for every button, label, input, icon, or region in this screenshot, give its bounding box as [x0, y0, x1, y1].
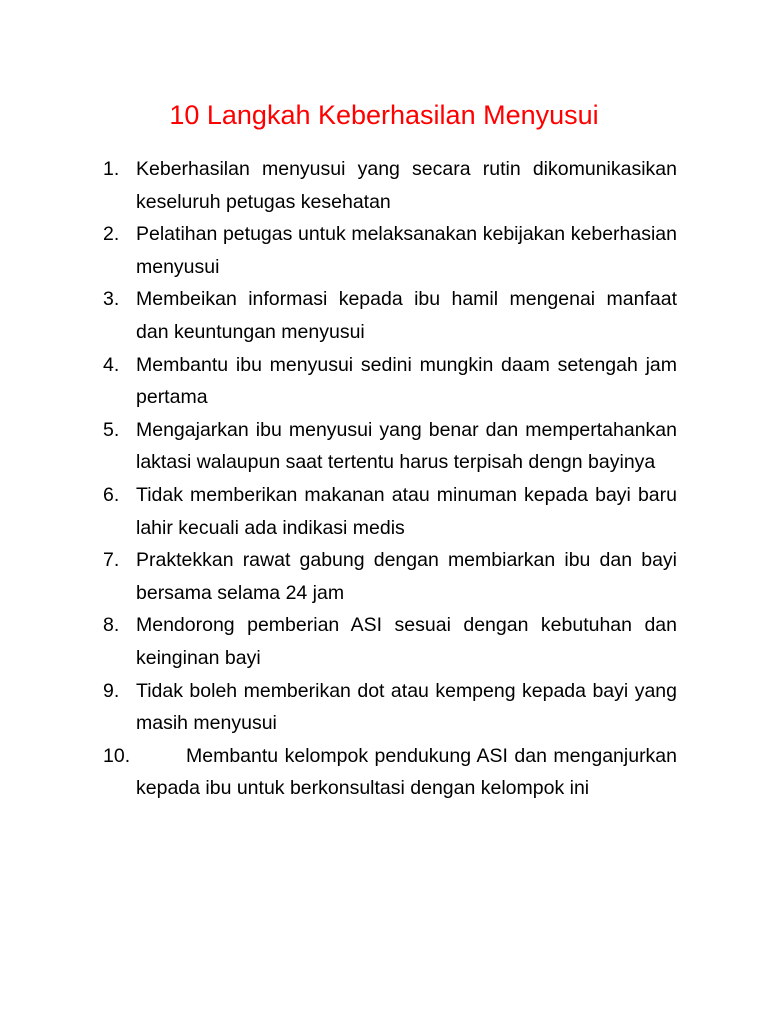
item-text: Tidak boleh memberikan dot atau kempeng kepada bayi yang masih menyusui	[136, 679, 677, 735]
page-title: 10 Langkah Keberhasilan Menyusui	[169, 100, 599, 130]
item-text: Praktekkan rawat gabung dengan membiarkan ibu dan bayi bersama selama 24 jam	[136, 549, 677, 604]
item-text: Keberhasilan menyusui yang secara rutin dikomunikasikan keseluruh petugas kesehatan	[136, 158, 677, 213]
list-item	[103, 609, 677, 674]
item-text: Pelatihan petugas untuk melaksanakan kebijakan keberhasian menyusui	[136, 223, 677, 278]
item-text: Membeikan informasi kepada ibu hamil mengenai manfaat dan keuntungan menyusui	[136, 288, 677, 343]
list-item	[103, 349, 677, 414]
item-text: Membantu ibu menyusui sedini mungkin daam setengah jam pertama	[136, 353, 677, 409]
list-item	[103, 675, 677, 740]
list-item	[103, 414, 677, 479]
steps-list	[103, 153, 677, 805]
item-number: 2.	[103, 223, 120, 246]
list-item	[103, 153, 677, 218]
item-text: Membantu kelompok pendukung ASI dan menganjurkan kepada ibu untuk berkonsultasi dengan kelompok ini	[136, 744, 677, 800]
item-number: 9.	[103, 679, 120, 702]
item-number: 10.	[103, 744, 131, 767]
item-text: Mengajarkan ibu menyusui yang benar dan mempertahankan laktasi walaupun saat tertentu harus terpisah dengn bayinya	[136, 418, 677, 474]
item-number: 8.	[103, 614, 120, 637]
list-item	[103, 283, 677, 348]
item-number: 1.	[103, 158, 120, 180]
item-text: Mendorong pemberian ASI sesuai dengan kebutuhan dan keinginan bayi	[136, 614, 677, 669]
item-number: 5.	[103, 418, 120, 441]
item-text: Tidak memberikan makanan atau minuman kepada bayi baru lahir kecuali ada indikasi medis	[136, 483, 677, 539]
item-number: 3.	[103, 288, 120, 311]
item-number: 4.	[103, 353, 120, 376]
item-number: 7.	[103, 549, 120, 572]
item-number: 6.	[103, 483, 120, 506]
list-item	[103, 218, 677, 283]
list-item	[103, 479, 677, 544]
list-item	[103, 740, 677, 805]
list-item	[103, 544, 677, 609]
